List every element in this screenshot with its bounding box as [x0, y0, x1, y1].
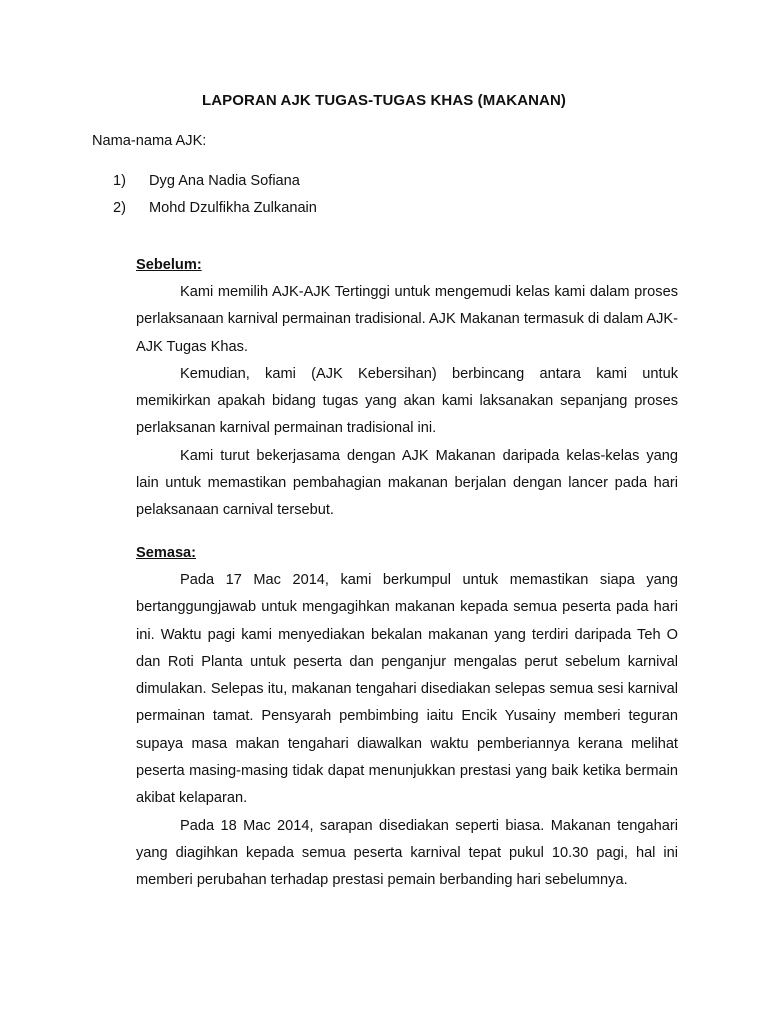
member-number: 1)	[113, 173, 126, 189]
paragraph: Pada 17 Mac 2014, kami berkumpul untuk memastikan siapa yang bertanggungjawab untuk mengagihkan makanan kepada semua peserta pada hari ini. Waktu pagi kami menyediakan bekalan makanan yang terdiri daripada Teh O dan Roti Planta untuk peserta dan penganjur mengalas perut sebelum karnival dimulakan. Selepas itu, makanan tengahari disediakan selepas semua sesi karnival permainan tamat. Pensyarah pembimbing iaitu Encik Yusainy memberi teguran supaya masa makan tengahari diawalkan waktu pemberiannya kerana melihat peserta masing-masing tidak dapat menunjukkan prestasi yang baik ketika bermain akibat kelaparan.	[136, 572, 678, 807]
member-number: 2)	[113, 200, 126, 216]
members-label: Nama-nama AJK:	[92, 133, 207, 149]
member-name: Mohd Dzulfikha Zulkanain	[149, 200, 317, 216]
paragraph: Kami turut bekerjasama dengan AJK Makanan daripada kelas-kelas yang lain untuk memastikan pembahagian makanan berjalan dengan lancer pada hari pelaksanaan carnival tersebut.	[136, 447, 678, 519]
paragraph: Kemudian, kami (AJK Kebersihan) berbincang antara kami untuk memikirkan apakah bidang tugas yang akan kami laksanakan sepanjang proses perlaksanan karnival permainan tradisional ini.	[136, 365, 678, 437]
paragraph: Kami memilih AJK-AJK Tertinggi untuk mengemudi kelas kami dalam proses perlaksanaan karnival permainan tradisional. AJK Makanan termasuk di dalam AJK-AJK Tugas Khas.	[136, 284, 678, 355]
paragraph: Pada 18 Mac 2014, sarapan disediakan seperti biasa. Makanan tengahari yang diagihkan kepada semua peserta karnival tepat pukul 10.30 pagi, hal ini memberi perubahan terhadap prestasi pemain berbanding hari sebelumnya.	[136, 817, 678, 889]
document-title: LAPORAN AJK TUGAS-TUGAS KHAS (MAKANAN)	[201, 92, 567, 109]
member-name: Dyg Ana Nadia Sofiana	[149, 173, 300, 189]
member-item	[113, 173, 300, 189]
section-heading-sebelum: Sebelum:	[136, 257, 202, 273]
section-heading-semasa: Semasa:	[136, 545, 197, 561]
member-item	[113, 200, 317, 216]
section-semasa	[136, 540, 678, 895]
section-sebelum	[136, 252, 678, 525]
